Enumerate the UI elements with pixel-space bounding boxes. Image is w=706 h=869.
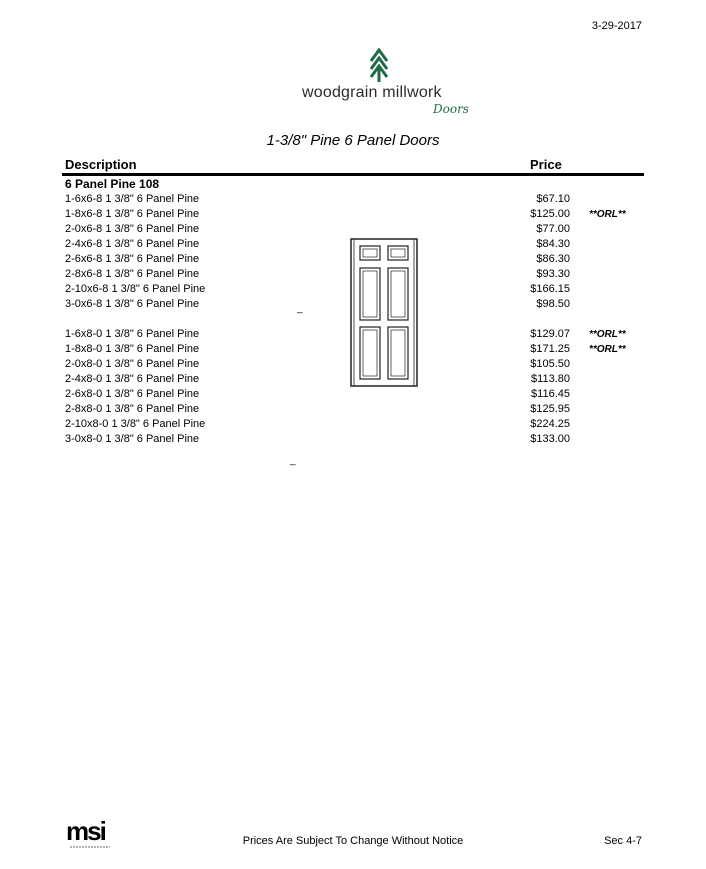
footer-notice: Prices Are Subject To Change Without Notice xyxy=(242,835,464,847)
tree-icon xyxy=(368,48,390,84)
table-row xyxy=(65,402,645,417)
row-price: $224.25 xyxy=(530,418,570,430)
dash-mark: _ xyxy=(297,303,303,314)
table-row xyxy=(65,222,645,237)
row-description: 2-10x6-8 1 3/8" 6 Panel Pine xyxy=(65,283,206,295)
section-heading: 6 Panel Pine 108 xyxy=(65,177,160,191)
brand-script: Doors xyxy=(433,102,469,116)
row-description: 2-4x6-8 1 3/8" 6 Panel Pine xyxy=(65,238,200,250)
row-price: $86.30 xyxy=(536,253,570,265)
row-description: 3-0x6-8 1 3/8" 6 Panel Pine xyxy=(65,298,200,310)
row-price: $133.00 xyxy=(530,433,570,445)
row-price: $129.07 xyxy=(530,328,570,340)
row-note: **ORL** xyxy=(589,329,626,340)
row-description: 1-8x6-8 1 3/8" 6 Panel Pine xyxy=(65,208,200,220)
row-note: **ORL** xyxy=(589,209,626,220)
table-row xyxy=(65,207,645,222)
row-description: 1-6x6-8 1 3/8" 6 Panel Pine xyxy=(65,193,200,205)
row-price: $116.45 xyxy=(531,388,570,400)
row-price: $166.15 xyxy=(530,283,570,295)
six-panel-door-illustration xyxy=(350,238,418,388)
row-note: **ORL** xyxy=(589,344,626,355)
row-price: $125.95 xyxy=(530,403,570,415)
row-description: 2-6x8-0 1 3/8" 6 Panel Pine xyxy=(65,388,200,400)
table-row xyxy=(65,192,645,207)
document-date: 3-29-2017 xyxy=(591,20,642,32)
row-description: 1-6x8-0 1 3/8" 6 Panel Pine xyxy=(65,328,200,340)
row-description: 2-6x6-8 1 3/8" 6 Panel Pine xyxy=(65,253,200,265)
dash-mark: _ xyxy=(290,455,296,466)
row-price: $98.50 xyxy=(536,298,570,310)
row-price: $125.00 xyxy=(530,208,570,220)
row-price: $171.25 xyxy=(530,343,570,355)
row-description: 3-0x8-0 1 3/8" 6 Panel Pine xyxy=(65,433,200,445)
woodgrain-logo xyxy=(300,48,485,124)
table-row xyxy=(65,432,645,447)
row-description: 1-8x8-0 1 3/8" 6 Panel Pine xyxy=(65,343,200,355)
row-price: $105.50 xyxy=(530,358,570,370)
row-description: 2-8x8-0 1 3/8" 6 Panel Pine xyxy=(65,403,200,415)
row-price: $84.30 xyxy=(536,238,570,250)
row-description: 2-0x8-0 1 3/8" 6 Panel Pine xyxy=(65,358,200,370)
header-rule xyxy=(62,173,644,176)
row-price: $67.10 xyxy=(536,193,570,205)
price-header: Price xyxy=(530,157,562,172)
table-row xyxy=(65,387,645,402)
msi-logo-text: msi xyxy=(66,818,105,846)
row-description: 2-10x8-0 1 3/8" 6 Panel Pine xyxy=(65,418,206,430)
page-title: 1-3/8" Pine 6 Panel Doors xyxy=(266,132,440,149)
row-price: $93.30 xyxy=(536,268,570,280)
table-row xyxy=(65,417,645,432)
description-header: Description xyxy=(65,157,137,172)
row-description: 2-4x8-0 1 3/8" 6 Panel Pine xyxy=(65,373,200,385)
row-price: $77.00 xyxy=(536,223,570,235)
row-description: 2-0x6-8 1 3/8" 6 Panel Pine xyxy=(65,223,200,235)
row-description: 2-8x6-8 1 3/8" 6 Panel Pine xyxy=(65,268,200,280)
section-number: Sec 4-7 xyxy=(604,835,642,847)
row-price: $113.80 xyxy=(531,373,570,385)
brand-name: woodgrain millwork xyxy=(302,84,442,101)
